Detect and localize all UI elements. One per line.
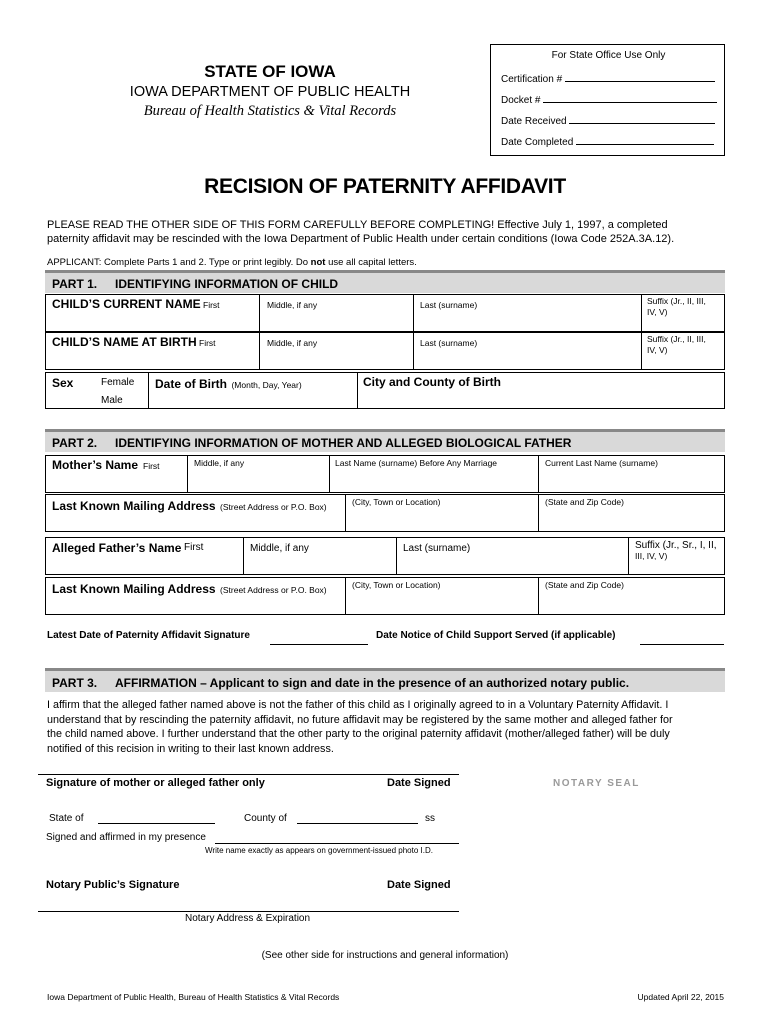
office-use-box xyxy=(490,44,725,156)
date-completed-field[interactable] xyxy=(501,137,714,148)
part1-number: PART 1. xyxy=(52,277,98,291)
affirmation-line-4: notified of this recision in writing to their last known address. xyxy=(47,742,334,755)
child-birth-suffix[interactable] xyxy=(647,334,706,356)
father-first[interactable]: First xyxy=(184,542,204,553)
dob-label: Date of Birth xyxy=(155,377,227,391)
city-county-birth-label[interactable]: City and County of Birth xyxy=(363,375,501,389)
child-current-last[interactable]: Last (surname) xyxy=(420,300,478,310)
certification-field[interactable] xyxy=(501,74,715,85)
father-last[interactable]: Last (surname) xyxy=(403,543,471,554)
intro-line-1: PLEASE READ THE OTHER SIDE OF THIS FORM CAREFULLY BEFORE COMPLETING! Effective July 1, 1997, a completed xyxy=(47,219,668,231)
applicant-pre: APPLICANT: Complete Parts 1 and 2. Type or print legibly. Do xyxy=(47,257,311,268)
notary-address-label: Notary Address & Expiration xyxy=(185,913,311,924)
child-birth-name-label: CHILD’S NAME AT BIRTH xyxy=(52,335,197,349)
see-other-side-note: (See other side for instructions and general information) xyxy=(261,950,509,961)
father-city[interactable]: (City, Town or Location) xyxy=(352,580,441,590)
state-title: STATE OF IOWA xyxy=(204,62,336,81)
mother-city[interactable]: (City, Town or Location) xyxy=(352,497,441,507)
affirmation-line-2: understand that by rescinding the paternity affidavit, no future affidavit may be registered by the same mother and alleged father for xyxy=(47,713,673,726)
county-of-label: County of xyxy=(244,813,287,824)
state-of-label: State of xyxy=(49,813,84,824)
part2-heading: IDENTIFYING INFORMATION OF MOTHER AND ALLEGED BIOLOGICAL FATHER xyxy=(115,436,572,450)
part1-heading: IDENTIFYING INFORMATION OF CHILD xyxy=(115,277,339,291)
applicant-bold: not xyxy=(310,257,326,268)
ss-label: ss xyxy=(425,813,435,824)
child-current-name-label: CHILD’S CURRENT NAME xyxy=(52,297,201,311)
sex-male-option[interactable]: Male xyxy=(101,395,123,406)
mother-last-before-marriage[interactable]: Last Name (surname) Before Any Marriage xyxy=(335,458,498,468)
notary-signature-line[interactable] xyxy=(38,911,459,912)
mailing-hint: (Street Address or P.O. Box) xyxy=(220,585,327,595)
date-received-field[interactable] xyxy=(501,116,715,127)
part3-number: PART 3. xyxy=(52,676,98,690)
mother-mailing-address[interactable] xyxy=(52,497,327,515)
child-current-middle[interactable]: Middle, if any xyxy=(267,300,318,310)
latest-affidavit-date-label: Latest Date of Paternity Affidavit Signature xyxy=(47,630,250,641)
intro-line-2: paternity affidavit may be rescinded with the Iowa Department of Public Health under certain conditions (Iowa Code 252A.3A.12). xyxy=(47,233,675,245)
affirmation-line-1: I affirm that the alleged father named above is not the father of this child as I originally agreed to in a Voluntary Paternity Affidavit. I xyxy=(47,699,669,711)
mother-name-label: Mother’s Name xyxy=(52,458,139,472)
notary-signature-label: Notary Public’s Signature xyxy=(46,879,180,891)
mother-current-last[interactable]: Current Last Name (surname) xyxy=(545,458,658,468)
father-suffix[interactable] xyxy=(635,540,717,562)
notary-date-signed-label: Date Signed xyxy=(387,879,451,891)
father-name-label: Alleged Father’s Name xyxy=(52,541,182,555)
suffix-line-1: Suffix (Jr., II, III, xyxy=(647,334,706,344)
sex-label: Sex xyxy=(52,376,74,390)
signed-affirmed-label: Signed and affirmed in my presence xyxy=(46,832,206,843)
date-received-label: Date Received xyxy=(501,116,567,127)
certification-label: Certification # xyxy=(501,74,563,85)
footer-right: Updated April 22, 2015 xyxy=(637,992,724,1002)
child-current-first[interactable]: First xyxy=(203,300,220,310)
child-birth-middle[interactable]: Middle, if any xyxy=(267,338,318,348)
applicant-signature-label: Signature of mother or alleged father only xyxy=(46,777,265,789)
suffix-line-2: IV, V) xyxy=(647,307,668,317)
sex-female-option[interactable]: Female xyxy=(101,377,135,388)
affirmation-line-3: the child named above. I further understand that the other party to the original paternity affidavit (mother/alleged father) will be duly xyxy=(47,728,670,740)
mailing-hint: (Street Address or P.O. Box) xyxy=(220,502,327,512)
applicant-post: use all capital letters. xyxy=(325,257,417,268)
part2-number: PART 2. xyxy=(52,436,98,450)
dob-field[interactable] xyxy=(155,375,302,393)
notice-served-date-label: Date Notice of Child Support Served (if applicable) xyxy=(376,630,616,641)
child-birth-first[interactable]: First xyxy=(199,338,216,348)
part3-heading: AFFIRMATION – Applicant to sign and date in the presence of an authorized notary public. xyxy=(115,676,630,690)
notary-seal-label: NOTARY SEAL xyxy=(553,778,640,789)
suffix-line-1: Suffix (Jr., II, III, xyxy=(647,296,706,306)
department-title: IOWA DEPARTMENT OF PUBLIC HEALTH xyxy=(129,84,411,100)
suffix-line-2: IV, V) xyxy=(647,345,668,355)
latest-affidavit-date-line[interactable] xyxy=(270,644,368,645)
applicant-instructions xyxy=(47,257,417,268)
notice-served-date-line[interactable] xyxy=(640,644,724,645)
form-title: RECISION OF PATERNITY AFFIDAVIT xyxy=(204,175,566,198)
father-mailing-address[interactable] xyxy=(52,580,327,598)
date-completed-label: Date Completed xyxy=(501,137,574,148)
applicant-date-signed-label: Date Signed xyxy=(387,777,451,789)
child-birth-last[interactable]: Last (surname) xyxy=(420,338,478,348)
state-of-line[interactable] xyxy=(98,823,215,824)
mother-state-zip[interactable]: (State and Zip Code) xyxy=(545,497,624,507)
father-suffix-line-1: Suffix (Jr., Sr., I, II, xyxy=(635,540,717,551)
applicant-signature-line[interactable] xyxy=(38,774,459,775)
docket-label: Docket # xyxy=(501,95,541,106)
dob-hint: (Month, Day, Year) xyxy=(231,380,302,390)
affirmation-text xyxy=(47,698,673,756)
mother-middle[interactable]: Middle, if any xyxy=(194,458,245,468)
child-current-suffix[interactable] xyxy=(647,296,706,318)
mailing-label: Last Known Mailing Address xyxy=(52,582,216,596)
father-middle[interactable]: Middle, if any xyxy=(250,543,309,554)
father-state-zip[interactable]: (State and Zip Code) xyxy=(545,580,624,590)
county-of-line[interactable] xyxy=(297,823,418,824)
footer-left: Iowa Department of Public Health, Bureau of Health Statistics & Vital Records xyxy=(47,992,340,1002)
mother-first[interactable]: First xyxy=(143,461,160,471)
office-use-title: For State Office Use Only xyxy=(551,50,666,61)
father-suffix-line-2: III, IV, V) xyxy=(635,551,668,561)
bureau-title: Bureau of Health Statistics & Vital Records xyxy=(143,103,397,119)
docket-field[interactable] xyxy=(501,95,717,106)
mailing-label: Last Known Mailing Address xyxy=(52,499,216,513)
write-name-hint: Write name exactly as appears on government-issued photo I.D. xyxy=(205,846,433,855)
signed-affirmed-line[interactable] xyxy=(215,843,459,844)
